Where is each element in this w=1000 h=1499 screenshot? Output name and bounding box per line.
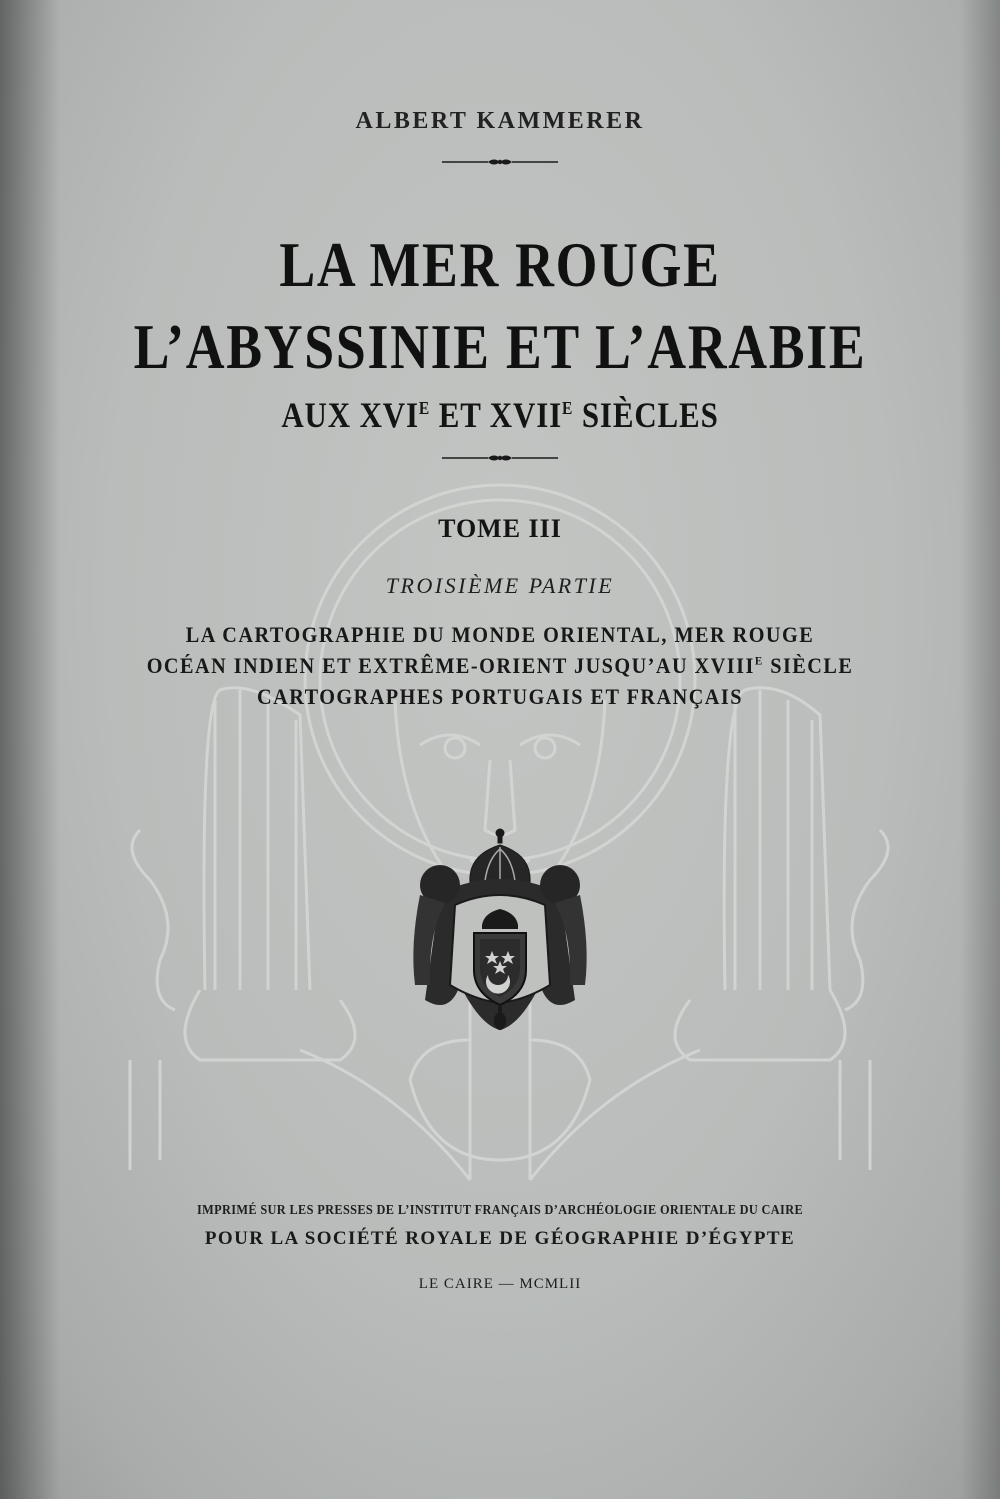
- title-line-3: [70, 394, 930, 436]
- coat-of-arms-icon: [400, 825, 600, 1050]
- subtitle-line-1: LA CARTOGRAPHIE DU MONDE ORIENTAL, MER ROUGE: [185, 622, 815, 647]
- page-edge-shadow: [960, 0, 1000, 1499]
- subtitle-line-2-part-b: SIÈCLE: [763, 653, 854, 678]
- title-line-3-part-a: AUX XVI: [281, 395, 419, 435]
- title-line-3-superscript-a: E: [418, 398, 431, 418]
- subtitle-line-2-part-a: OCÉAN INDIEN ET EXTRÊME-ORIENT JUSQU’AU XVIII: [146, 653, 755, 678]
- ornament-rule-icon: [440, 155, 560, 169]
- subtitle-line-3: CARTOGRAPHES PORTUGAIS ET FRANÇAIS: [257, 684, 743, 709]
- title-line-3-superscript-b: E: [562, 398, 574, 418]
- ornament-rule-icon: [440, 451, 560, 465]
- title-line-3-part-b: ET XVII: [430, 395, 563, 435]
- publisher-line: POUR LA SOCIÉTÉ ROYALE DE GÉOGRAPHIE D’ÉGYPTE: [204, 1228, 796, 1249]
- author-name: ALBERT KAMMERER: [355, 108, 645, 134]
- subtitle-line-2: [40, 653, 960, 679]
- volume-number: TOME III: [438, 514, 562, 543]
- part-heading: TROISIÈME PARTIE: [385, 573, 615, 598]
- subtitle-line-2-superscript: E: [754, 653, 764, 668]
- place-and-date: LE CAIRE — MCMLII: [418, 1276, 582, 1292]
- title-line-3-part-c: SIÈCLES: [573, 395, 719, 435]
- printer-imprint: IMPRIMÉ SUR LES PRESSES DE L’INSTITUT FRANÇAIS D’ARCHÉOLOGIE ORIENTALE DU CAIRE: [196, 1203, 804, 1218]
- title-line-1: LA MER ROUGE: [279, 229, 721, 300]
- spine-shadow: [0, 0, 60, 1499]
- title-line-2: L’ABYSSINIE ET L’ARABIE: [133, 311, 867, 382]
